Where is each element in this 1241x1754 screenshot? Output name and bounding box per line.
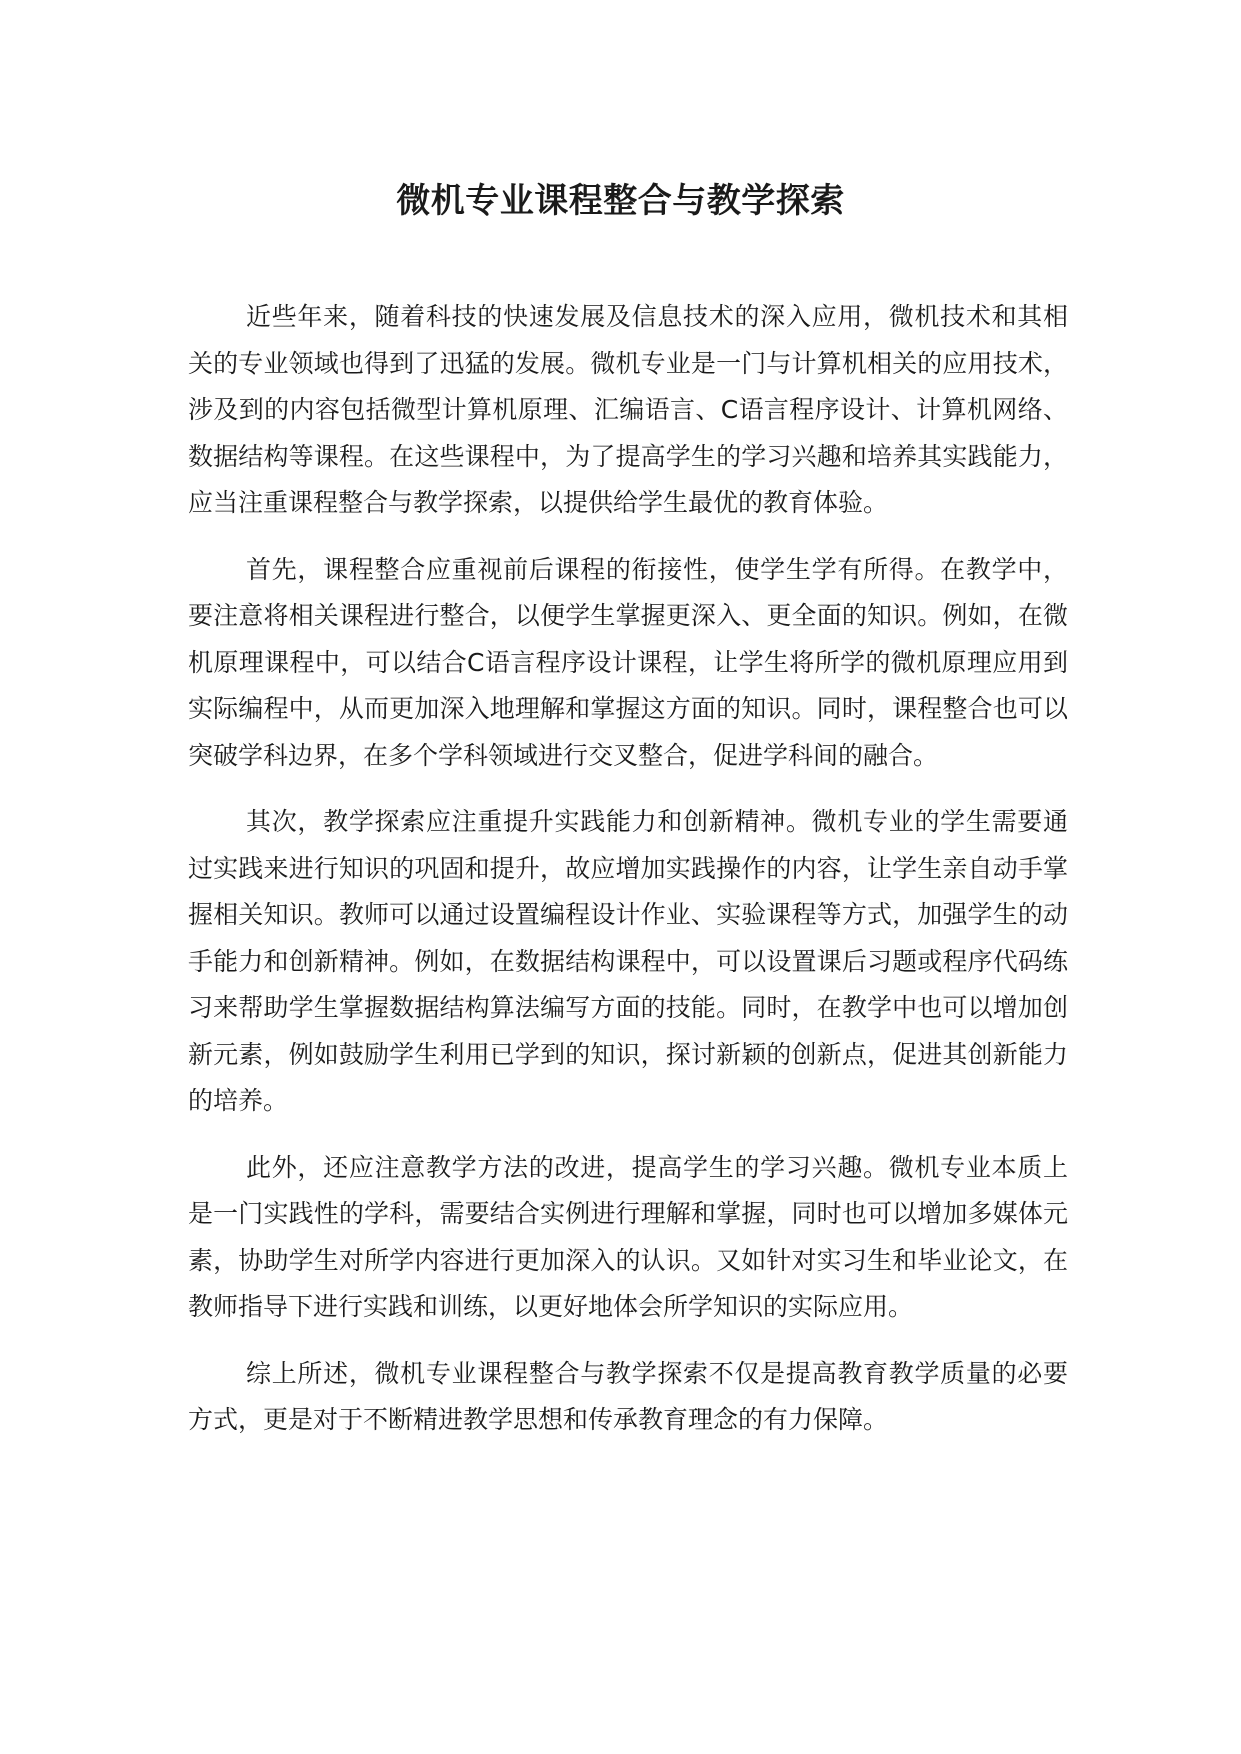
paragraph-2: 首先，课程整合应重视前后课程的衔接性，使学生学有所得。在教学中，要注意将相关课程进行整合，以便学生掌握更深入、更全面的知识。例如，在微机原理课程中，可以结合C语言程序设计课程，让学生将所学的微机原理应用到实际编程中，从而更加深入地理解和掌握这方面的知识。同时，课程整合也可以突破学科边界，在多个学科领域进行交叉整合，促进学科间的融合。 bbox=[188, 554, 1068, 770]
paragraph-4: 此外，还应注意教学方法的改进，提高学生的学习兴趣。微机专业本质上是一门实践性的学科，需要结合实例进行理解和掌握，同时也可以增加多媒体元素，协助学生对所学内容进行更加深入的认识。又如针对实习生和毕业论文，在教师指导下进行实践和训练，以更好地体会所学知识的实际应用。 bbox=[188, 1152, 1068, 1321]
paragraph-3: 其次，教学探索应注重提升实践能力和创新精神。微机专业的学生需要通过实践来进行知识的巩固和提升，故应增加实践操作的内容，让学生亲自动手掌握相关知识。教师可以通过设置编程设计作业、实验课程等方式，加强学生的动手能力和创新精神。例如，在数据结构课程中，可以设置课后习题或程序代码练习来帮助学生掌握数据结构算法编写方面的技能。同时，在教学中也可以增加创新元素，例如鼓励学生利用已学到的知识，探讨新颖的创新点，促进其创新能力的培养。 bbox=[188, 807, 1068, 1115]
paragraph-1: 近些年来，随着科技的快速发展及信息技术的深入应用，微机技术和其相关的专业领域也得到了迅猛的发展。微机专业是一门与计算机相关的应用技术，涉及到的内容包括微型计算机原理、汇编语言、C语言程序设计、计算机网络、数据结构等课程。在这些课程中，为了提高学生的学习兴趣和培养其实践能力，应当注重课程整合与教学探索，以提供给学生最优的教育体验。 bbox=[188, 302, 1068, 517]
document-body bbox=[188, 294, 1068, 1464]
paragraph-5: 综上所述，微机专业课程整合与教学探索不仅是提高教育教学质量的必要方式，更是对于不断精进教学思想和传承教育理念的有力保障。 bbox=[188, 1358, 1068, 1434]
document-title: 微机专业课程整合与教学探索 bbox=[396, 181, 845, 221]
